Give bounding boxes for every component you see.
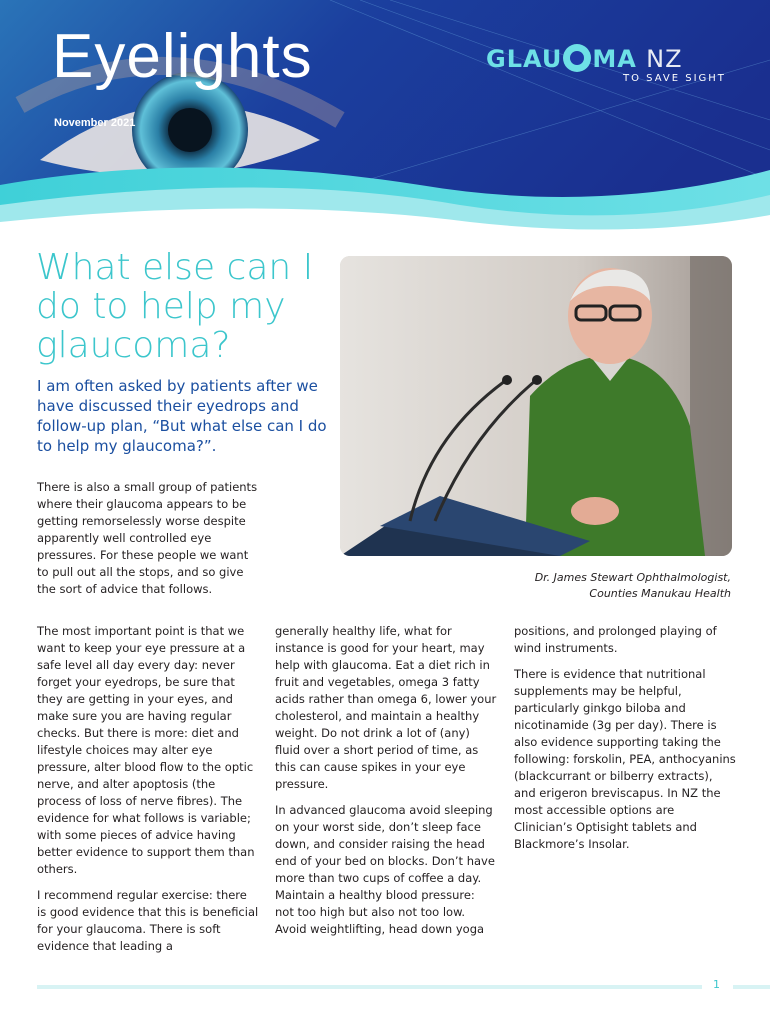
logo-eye-icon bbox=[563, 44, 591, 72]
page-number: 1 bbox=[713, 978, 720, 991]
logo-nz: NZ bbox=[646, 45, 683, 73]
photo-caption bbox=[470, 570, 731, 602]
article-lead: I am often asked by patients after we have discussed their eyedrops and follow-up plan, “But what else can I do to help my glaucoma?”. bbox=[37, 377, 327, 455]
masthead-title: Eyelights bbox=[52, 22, 313, 91]
body-column-intro bbox=[37, 479, 259, 607]
article-title: What else can I do to help my glaucoma? bbox=[36, 247, 314, 366]
photo-caption-line2: Counties Manukau Health bbox=[589, 587, 731, 600]
speaker-photo bbox=[340, 256, 732, 556]
paragraph: I recommend regular exercise: there is good evidence that this is beneficial for your glaucoma. There is soft evidence that leading a bbox=[37, 888, 259, 953]
paragraph: positions, and prolonged playing of wind instruments. bbox=[514, 624, 717, 655]
photo-caption-line1: Dr. James Stewart Ophthalmologist, bbox=[534, 571, 731, 584]
logo-tagline: TO SAVE SIGHT bbox=[623, 73, 726, 84]
footer-rule-right bbox=[733, 985, 770, 989]
header-banner bbox=[0, 0, 770, 245]
body-column-1 bbox=[37, 623, 259, 964]
paragraph: The most important point is that we want to keep your eye pressure at a safe level all day every day: never forget your eyedrops, be sure that they are getting in your eyes, and make sure you are having regular checks. But there is more: diet and lifestyle choices may alter eye pressure, alter blood flow to the optic nerve, and alter apoptosis (the process of loss of nerve fibres). The evidence for what follows is variable; with some pieces of advice having better evidence to support them than others. bbox=[37, 624, 255, 876]
paragraph: There is evidence that nutritional supplements may be helpful, particularly ginkgo biloba and nicotinamide (3g per day). There is also evidence supporting taking the following: forskolin, PEA, anthocyanins (blackcurrant or bilberry extracts), and erigeron breviscapus. In NZ the most accessible options are Clinician’s Optisight tablets and Blackmore’s Insolar. bbox=[514, 667, 736, 851]
paragraph: There is also a small group of patients where their glaucoma appears to be getting remorselessly worse despite apparently well controlled eye pressures. For these people we want to pull out all the stops, and so give the sort of advice that follows. bbox=[37, 480, 258, 596]
footer-rule bbox=[37, 985, 702, 989]
glaucoma-nz-logo bbox=[486, 38, 726, 88]
body-column-2 bbox=[275, 623, 497, 947]
paragraph: generally healthy life, what for instance is good for your heart, may help with glaucoma. Eat a diet rich in fruit and vegetables, omega 3 fatty acids rather than omega 6, lower your cholesterol, and maintain a healthy weight. Do not drink a lot of (any) fluid over a short period of time, as this can cause spikes in your eye pressure. bbox=[275, 624, 497, 791]
logo-text-right: MA bbox=[592, 45, 637, 73]
paragraph: In advanced glaucoma avoid sleeping on your worst side, don’t sleep face down, and consider raising the head end of your bed on blocks. Don’t have more than two cups of coffee a day. Maintain a healthy blood pressure: not too high but also not too low. Avoid weightlifting, head down yoga bbox=[275, 803, 495, 936]
logo-text-left: GLAU bbox=[486, 45, 563, 73]
body-column-3 bbox=[514, 623, 736, 862]
speaker-illustration bbox=[340, 256, 732, 556]
issue-date: November 2021 bbox=[54, 117, 136, 129]
logo-wordmark bbox=[486, 44, 683, 72]
